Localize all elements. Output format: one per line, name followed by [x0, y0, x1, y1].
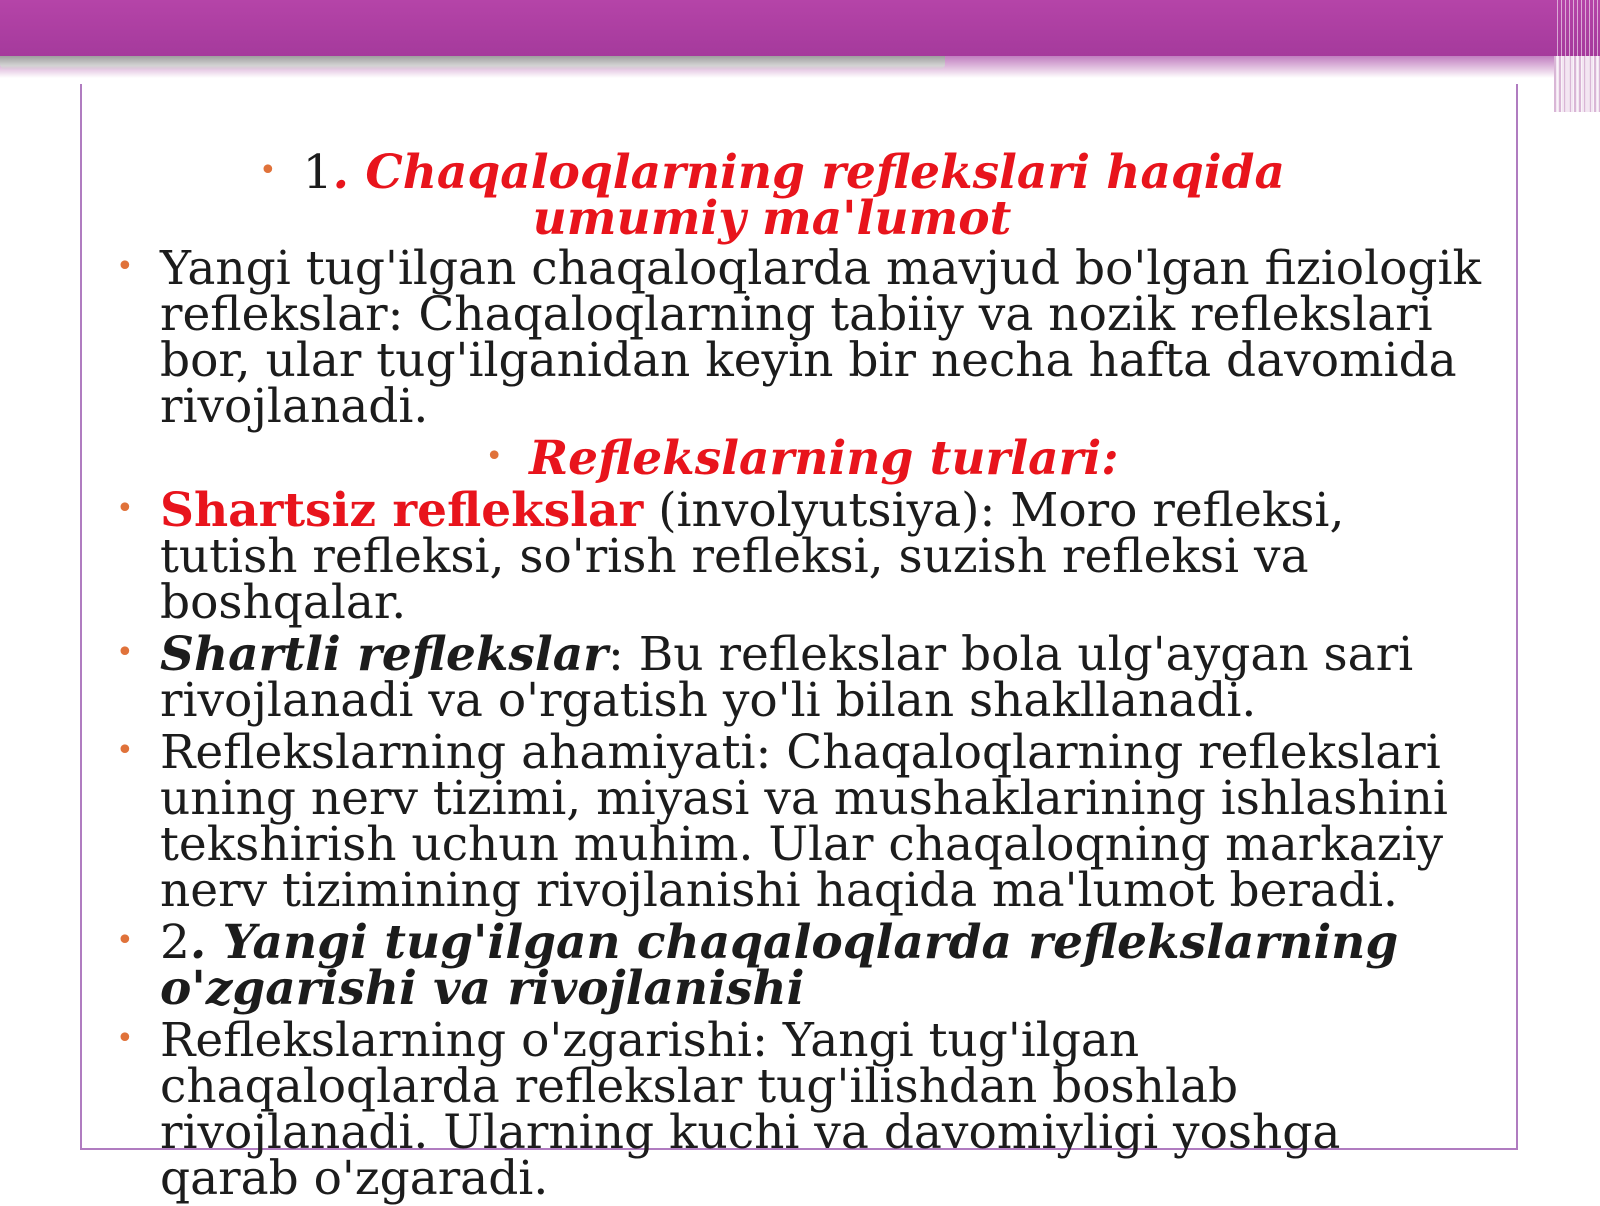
subheading-reflex-types	[112, 431, 1492, 486]
conditioned-description: : Bu reflekslar bola ulg'aygan sari rivojlanadi va o'rgatish yo'li bilan shakllanadi.	[160, 627, 1414, 728]
bullet-icon: •	[485, 439, 504, 474]
heading-2	[112, 915, 1492, 1016]
unconditioned-term: Shartsiz reflekslar	[160, 483, 644, 538]
heading-1	[112, 145, 1492, 246]
bullet-icon: •	[259, 153, 277, 188]
list-item-text: Reflekslarning ahamiyati: Chaqaloqlarning reflekslari uning nerv tizimi, miyasi va mushaklarining ishlashini tekshirish uchun muhim. Ular chaqaloqning markaziy nerv tizimining rivojlanishi haqida ma'lumot beradi.	[160, 725, 1448, 918]
bullet-icon: •	[116, 249, 134, 284]
list-item-reflex-importance	[112, 725, 1492, 918]
title-bar-underline	[0, 56, 945, 70]
unconditioned-description: (involyutsiya): Moro refleksi, tutish refleksi, so'rish refleksi, suzish refleksi va boshqalar.	[160, 483, 1345, 630]
bullet-icon: •	[116, 491, 134, 526]
list-item-unconditioned-reflexes	[112, 483, 1492, 630]
list-item-reflex-change	[112, 1013, 1492, 1206]
conditioned-term: Shartli reflekslar	[160, 627, 608, 682]
bullet-icon: •	[116, 635, 134, 670]
bullet-icon: •	[116, 733, 134, 768]
heading-1-number: 1	[302, 145, 333, 200]
list-item-conditioned-reflexes	[112, 627, 1492, 728]
heading-2-text: . Yangi tug'ilgan chaqaloqlarda reflekslarning o'zgarishi va rivojlanishi	[160, 915, 1399, 1016]
subheading-text: Reflekslarning turlari:	[529, 431, 1119, 486]
list-item-text: Yangi tug'ilgan chaqaloqlarda mavjud bo'lgan fiziologik reflekslar: Chaqaloqlarning tabiiy va nozik reflekslari bor, ular tug'ilganidan keyin bir necha hafta davomida rivojlanadi.	[160, 241, 1482, 434]
list-item-physiological-reflexes	[112, 241, 1492, 434]
list-item-text: Reflekslarning o'zgarishi: Yangi tug'ilgan chaqaloqlarda reflekslar tug'ilishdan boshlab rivojlanadi. Ularning kuchi va davomiyligi yoshga qarab o'zgaradi.	[160, 1013, 1341, 1206]
bullet-icon: •	[116, 1021, 134, 1056]
heading-2-number: 2	[160, 915, 190, 970]
slide-body	[112, 145, 1492, 1206]
title-bar-band	[0, 0, 1600, 56]
decorative-side-lines	[1554, 0, 1600, 112]
bullet-icon: •	[116, 923, 134, 958]
heading-1-text: . Chaqaloqlarning reflekslari haqida umumiy ma'lumot	[332, 145, 1285, 246]
